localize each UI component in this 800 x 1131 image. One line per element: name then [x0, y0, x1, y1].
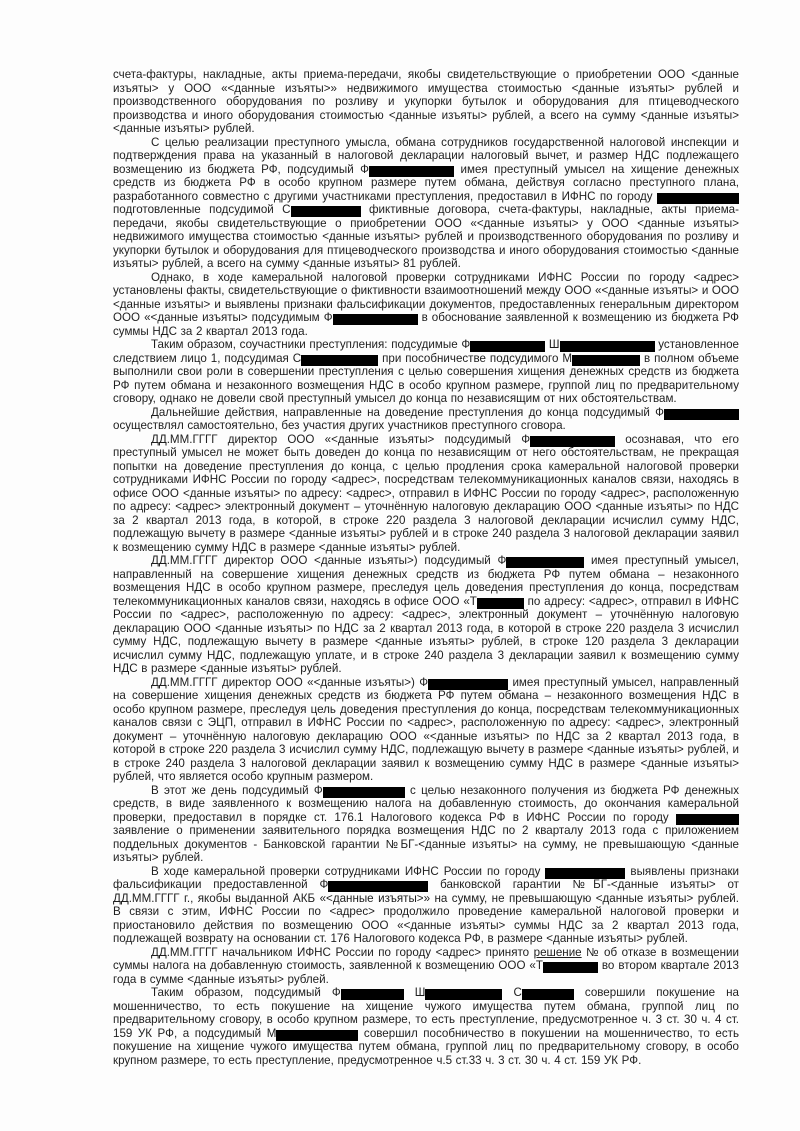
text-segment: осуществлял самостоятельно, без участия других участников преступного сговора. [113, 419, 566, 432]
redaction-bar [301, 355, 378, 366]
paragraph [113, 986, 739, 1067]
text-segment: Таким образом, соучастники преступления: подсудимые Ф [151, 338, 471, 351]
redaction-bar [369, 166, 454, 177]
paragraph [113, 676, 739, 784]
text-segment: С целью реализации преступного умысла, обмана сотрудников государственной налоговой инспекции и подтверждения права на указанный в налоговой декларации налоговый вычет, и размер НДС подлежащего возмещению из бюджета РФ, подсудимый Ф [113, 135, 739, 176]
text-segment: Ш [403, 986, 426, 999]
text-segment: счета-фактуры, накладные, акты приема-передачи, якобы свидетельствующие о приобретении ООО <данные изъяты> у ООО «<данные изъяты>» недвижимого имущества стоимостью <данные изъяты> рублей и производственного оборудования по розливу и укупорки бутылок и оборудования для птицеводческого производства и иного оборудования стоимостью <данные изъяты> рублей, а всего на сумму <данные изъяты> <данные изъяты> рублей. [113, 68, 739, 135]
text-segment: осознавая, что его преступный умысел не может быть доведен до конца по независящим от него обстоятельствам, не прекращая попытки на доведение преступления до конца, с целью продления срока камеральной налоговой проверки сотрудниками ИФНС России по городу <адрес>, посредствам телекоммуникационных каналов связи, находясь в офисе ООО <данные изъяты> по адресу: <адрес>, отправил в ИФНС России по городу <адрес>, расположенную по адресу: <адрес> электронный документ – уточнённую налоговую декларацию ООО <данные изъяты> по НДС за 2 квартал 2013 года, в которой, в строке 220 раздела 3 налоговой декларации исчислил сумму НДС, подлежащую вычету в размере <данные изъяты> рублей и в строке 240 раздела 3 налоговой декларации заявил к возмещению сумму НДС в размере <данные изъяты> рублей. [113, 432, 739, 554]
paragraph [113, 338, 739, 406]
redaction-bar [323, 787, 405, 798]
text-segment: ДД.ММ.ГГГГ директор ООО <данные изъяты>) подсудимый Ф [151, 554, 507, 567]
text-segment: ДД.ММ.ГГГГ директор ООО «<данные изъяты>) Ф [151, 675, 429, 689]
text-segment: подготовленные подсудимой С [113, 203, 291, 216]
text-segment: ДД.ММ.ГГГГ директор ООО «<данные изъяты> подсудимый Ф [151, 432, 531, 446]
redaction-bar [572, 355, 640, 366]
text-segment: во втором квартале 2013 года в сумме <данные изъяты> рублей. [113, 959, 740, 986]
text-segment: ДД.ММ.ГГГГ начальником ИФНС России по городу <адрес> принято [151, 945, 534, 959]
text-segment: фиктивные договора, счета-фактуры, накладные, акты приема-передачи, якобы свидетельствующие о приобретении ООО «<данные изъяты> у ООО <данные изъяты> недвижимого имущества стоимостью <данные изъяты> рублей и производственного оборудования по розливу и укупорки бутылок и оборудования для птицеводческого производства и иного оборудования стоимостью <данные изъяты> рублей, а всего на сумму <данные изъяты> 81 рублей. [113, 203, 739, 270]
redaction-bar [470, 341, 545, 352]
redaction-bar [545, 868, 625, 879]
text-segment: № об отказе в возмещении суммы налога на добавленную стоимость, заявленной к возмещению ООО «Т [113, 945, 739, 972]
redaction-bar [276, 1030, 358, 1041]
paragraph [113, 406, 739, 433]
paragraph [113, 784, 739, 865]
redaction-bar [664, 409, 739, 420]
paragraph [113, 136, 739, 271]
text-segment: имея преступный умысел на хищение денежных средств из бюджета РФ в особо крупном размере путем обмана, действуя согласно преступного плана, разработанного совместно с другими участниками преступления, предоставил в ИФНС по городу [113, 162, 739, 203]
document-text-block [113, 68, 739, 1067]
text-segment: по адресу: <адрес>, отправил в ИФНС России по <адрес>, расположенную по адресу: <адрес>, электронный документ – уточнённую налоговую декларацию ООО <данные изъяты> по НДС за 2 квартал 2013 года, в которой в строке 220 раздела 3 исчислил сумму НДС, подлежащую вычету в размере <данные изъяты> рублей, в строке 120 раздела 3 декларации исчислил сумму НДС, подлежащую уплате, и в строке 240 раздела 3 декларации заявил к возмещению сумму НДС в размере <данные изъяты> рублей. [113, 594, 739, 675]
paragraph [113, 554, 739, 676]
redaction-bar [341, 989, 404, 1000]
redaction-bar [676, 814, 739, 825]
text-segment: В ходе камеральной проверки сотрудниками ИФНС России по городу [151, 864, 546, 878]
paragraph [113, 433, 739, 555]
text-segment: заявление о применении заявительного порядка возмещения НДС по 2 кварталу 2013 года с приложением поддельных документов - Банковской гарантии №БГ-<данные изъяты> на сумму, не превышающую <данные изъяты> рублей. [113, 824, 739, 864]
text-segment: Таким образом, подсудимый Ф [151, 986, 341, 999]
redaction-bar [477, 598, 524, 609]
redaction-bar [328, 881, 428, 892]
text-segment: с целью незаконного получения из бюджета РФ денежных средств, в виде заявленного к возмещению налога на добавленную стоимость, до окончания камеральной проверки, предоставил в порядке ст. 176.1 Налогового кодекса РФ в ИФНС России по городу [113, 783, 739, 824]
text-segment: при пособничестве подсудимого М [378, 351, 573, 365]
text-segment: В этот же день подсудимый Ф [151, 783, 323, 797]
paragraph [113, 68, 739, 136]
redaction-bar [428, 679, 508, 690]
paragraph [113, 946, 739, 987]
text-segment: установленное следствием лицо 1, подсудимая С [113, 338, 739, 365]
text-segment: имея преступный умысел, направленный на совершение хищения денежных средств из бюджета РФ путем обмана – незаконного возмещения НДС в особо крупном размере, преследуя цель доведения преступления до конца, посредствам телекоммуникационных каналов связи с ЭЦП, отправил в ИФНС России по <адрес>, расположенную по адресу: <адрес>, электронный документ – уточнённую налоговую декларацию ООО «<данные изъяты> по НДС за 2 квартал 2013 года, в которой в строке 220 раздела 3 исчислил сумму НДС, подлежащую вычету в размере <данные изъяты> рублей, и в строке 240 раздела 3 налоговой декларации заявил к возмещению сумму НДС в размере <данные изъяты> рублей, что является особо крупным размером. [113, 675, 739, 783]
redaction-bar [522, 989, 574, 1000]
redaction-bar [291, 206, 361, 217]
text-segment: Однако, в ходе камеральной налоговой проверки сотрудниками ИФНС России по городу <адрес> установлены факты, свидетельствующие о фиктивности взаимоотношений между ООО «<данные изъяты> и ООО <данные изъяты> и выявлены признаки фальсификации документов, предоставленных генеральным директором ООО «<данные изъяты> подсудимым Ф [113, 270, 739, 324]
redaction-bar [506, 557, 584, 568]
paragraph [113, 271, 739, 339]
decision-reference-text: решение [533, 945, 582, 959]
text-segment: совершил пособничество в покушении на мошенничество, то есть покушение на хищение чужого имущества путем обмана, группой лиц по предварительному сговору, в особо крупном размере, то есть преступление, предусмотренное ч.5 ст.33 ч. 3 ст. 30 ч. 4 ст. 159 УК РФ. [113, 1026, 739, 1067]
text-segment: совершили покушение на мошенничество, то есть покушение на хищение чужого имущества путем обмана, группой лиц по предварительному сговору, в особо крупном размере, то есть преступление, предусмотренное ч. 3 ст. 30 ч. 4 ст. 159 УК РФ, а подсудимый М [113, 986, 739, 1040]
text-segment: Дальнейшие действия, направленные на доведение преступления до конца подсудимый Ф [151, 405, 664, 419]
paragraph [113, 865, 739, 946]
redaction-bar [425, 989, 502, 1000]
text-segment: в обоснование заявленной к возмещению из бюджета РФ суммы НДС за 2 квартал 2013 года. [113, 311, 739, 338]
redaction-bar [657, 193, 739, 204]
text-segment: выявлены признаки фальсификации предоставленной Ф [113, 864, 739, 891]
redaction-bar [543, 962, 598, 973]
text-segment: Ш [545, 338, 560, 351]
text-segment: банковской гарантии №БГ-<данные изъяты> от ДД.ММ.ГГГГ г., якобы выданной АКБ «<данные изъяты>» на сумму, не превышающую <данные изъяты> рублей. В связи с этим, ИФНС России по <адрес> продолжило проведение камеральной налоговой проверки и приостановило действия по возмещению ООО «<данные изъяты> суммы НДС за 2 квартал 2013 года, подлежащей возврату на основании ст. 176 Налогового кодекса РФ, в размере <данные изъяты> рублей. [113, 878, 739, 945]
text-segment: С [502, 986, 522, 999]
redaction-bar [530, 436, 615, 447]
text-segment: в полном объеме выполнили свои роли в совершении преступления с целью совершения хищения денежных средств из бюджета РФ путем обмана и незаконного возмещения НДС в особо крупном размере, группой лиц по предварительному сговору, однако не довели свой преступный умысел до конца по независящим от них обстоятельствам. [113, 351, 739, 405]
redaction-bar [333, 314, 418, 325]
redaction-bar [560, 341, 655, 352]
text-segment: имея преступный умысел, направленный на совершение хищения денежных средств из бюджета РФ путем обмана – незаконного возмещения НДС в особо крупном размере, преследуя цель доведения преступления до конца, посредствам телекоммуникационных каналов связи, находясь в офисе ООО «Т [113, 554, 739, 608]
